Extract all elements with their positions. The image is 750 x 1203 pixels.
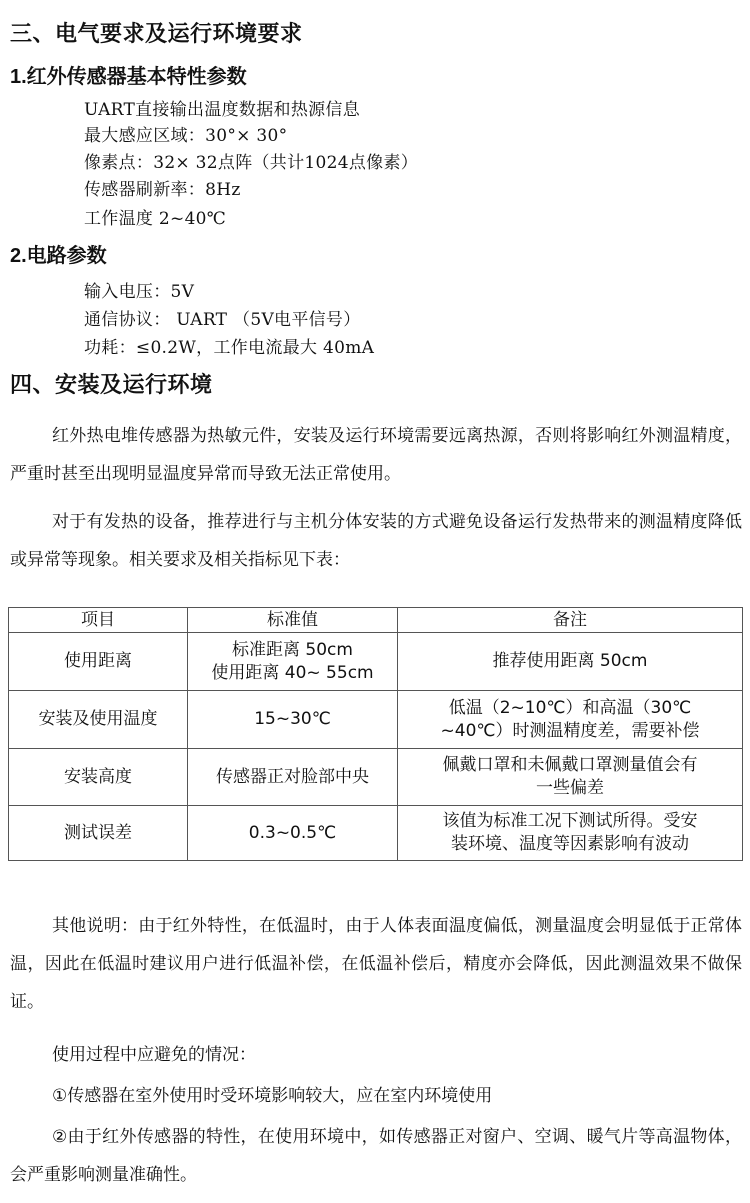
circuit-spec-voltage: 输入电压：5V	[84, 282, 195, 302]
circuit-spec-protocol: 通信协议： UART （5V电平信号）	[84, 310, 361, 330]
sensor-spec-temp: 工作温度 2~40℃	[84, 209, 227, 229]
circuit-spec-power: 功耗：≤0.2W，工作电流最大 40mA	[84, 338, 375, 358]
header-standard: 标准值	[188, 608, 398, 633]
cell-standard	[188, 806, 398, 861]
cell-item: 使用距离	[9, 633, 188, 691]
cell-note-line: 低温（2~10℃）和高温（30℃	[448, 697, 692, 718]
sensor-params-heading: 1.红外传感器基本特性参数	[10, 66, 247, 88]
avoid-title: 使用过程中应避免的情况：	[52, 1045, 256, 1065]
requirements-table	[8, 607, 743, 861]
avoid-item-1: ①传感器在室外使用时受环境影响较大，应在室内环境使用	[52, 1086, 493, 1106]
cell-note-line: 该值为标准工况下测试所得。受安	[442, 811, 698, 831]
cell-note	[398, 806, 743, 861]
install-paragraph-1: 红外热电堆传感器为热敏元件，安装及运行环境需要远离热源，否则将影响红外测温精度，严重时甚至出现明显温度异常而导致无法正常使用。	[10, 426, 742, 484]
avoid-item-2: ②由于红外传感器的特性，在使用环境中，如传感器正对窗户、空调、暖气片等高温物体，会严重影响测量准确性。	[10, 1127, 742, 1185]
section-4-title: 四、安装及运行环境	[10, 372, 213, 397]
cell-standard	[188, 691, 398, 749]
sensor-spec-pixels: 像素点：32× 32点阵（共计1024点像素）	[84, 153, 419, 173]
cell-standard	[188, 749, 398, 806]
table-row	[9, 691, 743, 749]
cell-note	[398, 633, 743, 691]
cell-note-line: 佩戴口罩和未佩戴口罩测量值会有	[442, 755, 698, 775]
cell-note-line: 一些偏差	[536, 778, 604, 798]
header-note: 备注	[398, 608, 743, 633]
cell-item: 安装及使用温度	[9, 691, 188, 749]
cell-note	[398, 691, 743, 749]
cell-standard-line: 标准距离 50cm	[232, 639, 353, 660]
cell-note-line: ~40℃）时测温精度差，需要补偿	[440, 720, 700, 741]
table-row	[9, 749, 743, 806]
circuit-params-heading: 2.电路参数	[10, 245, 107, 267]
sensor-spec-fov: 最大感应区域：30°× 30°	[84, 126, 288, 146]
cell-note	[398, 749, 743, 806]
cell-standard-line: 传感器正对脸部中央	[216, 766, 369, 787]
sensor-spec-output: UART直接输出温度数据和热源信息	[84, 100, 361, 120]
cell-note-line: 装环境、温度等因素影响有波动	[451, 834, 689, 854]
cell-note-line: 推荐使用距离 50cm	[492, 651, 648, 671]
cell-item: 测试误差	[9, 806, 188, 861]
install-paragraph-2: 对于有发热的设备，推荐进行与主机分体安装的方式避免设备运行发热带来的测温精度降低或异常等现象。相关要求及相关指标见下表：	[10, 512, 742, 570]
cell-standard-line: 0.3~0.5℃	[248, 822, 337, 843]
cell-standard-line: 使用距离 40~ 55cm	[211, 662, 374, 683]
table-row	[9, 633, 743, 691]
other-note-paragraph: 其他说明：由于红外特性，在低温时，由于人体表面温度偏低，测量温度会明显低于正常体温，因此在低温时建议用户进行低温补偿，在低温补偿后，精度亦会降低，因此测温效果不做保证。	[10, 916, 742, 1012]
table-row	[9, 806, 743, 861]
cell-standard	[188, 633, 398, 691]
cell-item: 安装高度	[9, 749, 188, 806]
header-item: 项目	[9, 608, 188, 633]
cell-standard-line: 15~30℃	[254, 709, 331, 729]
section-3-title: 三、电气要求及运行环境要求	[10, 21, 303, 46]
sensor-spec-refresh: 传感器刷新率：8Hz	[84, 180, 241, 200]
table-header-row	[9, 608, 743, 633]
